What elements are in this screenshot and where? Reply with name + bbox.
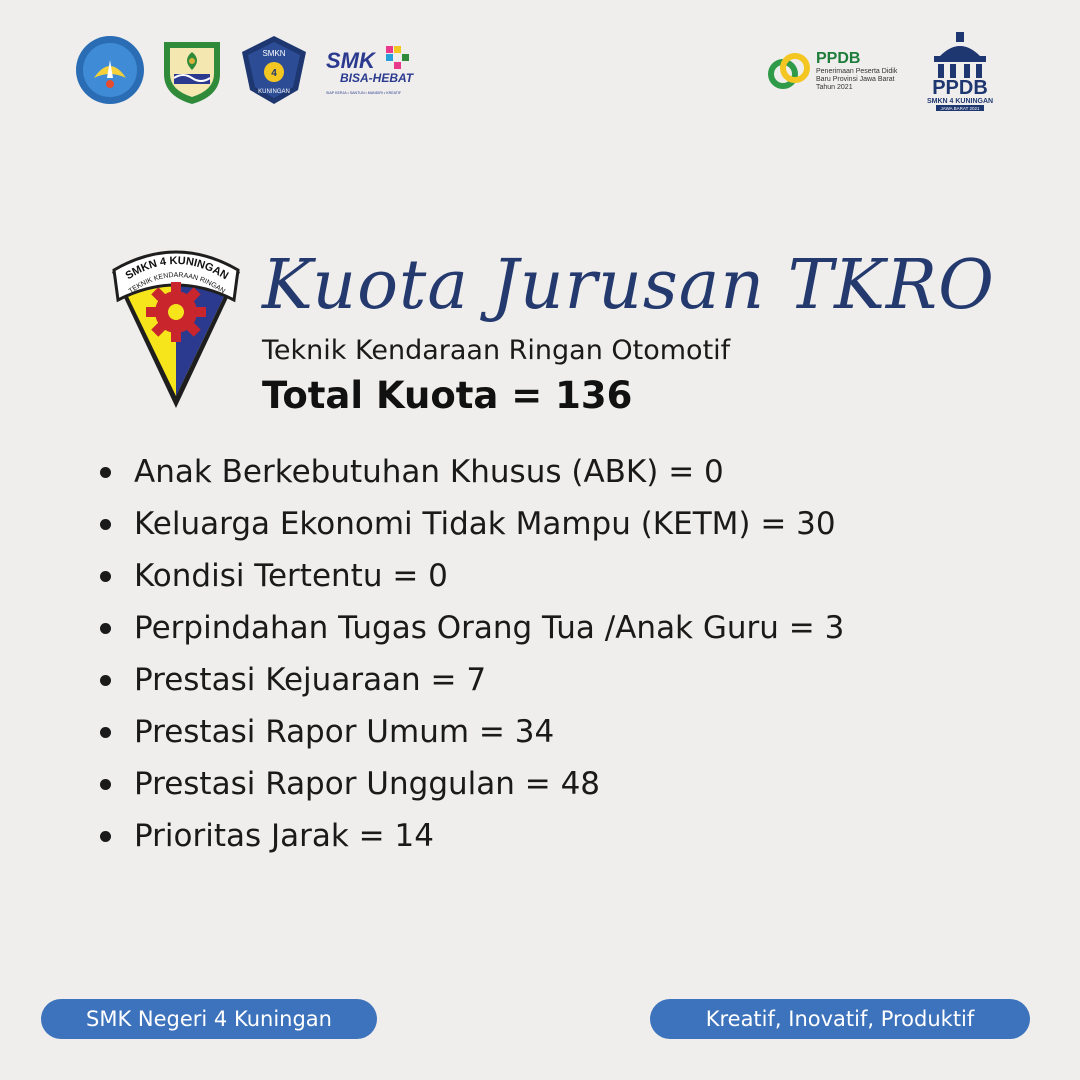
svg-text:SMK: SMK bbox=[326, 48, 375, 73]
list-item bbox=[100, 446, 844, 498]
ppdb-prov-subtitle: Penerimaan Peserta Didik Baru Provinsi Jawa Barat Tahun 2021 bbox=[816, 68, 898, 91]
list-item bbox=[100, 550, 844, 602]
svg-text:SIAP KERJA • SANTUN • MANDIRI: SIAP KERJA • SANTUN • MANDIRI • KREATIF bbox=[326, 91, 402, 95]
svg-text:SMKN: SMKN bbox=[262, 49, 286, 58]
list-item-label: Prestasi Kejuaraan = 7 bbox=[134, 662, 487, 698]
list-item bbox=[100, 498, 844, 550]
smkn4-kuningan-crest bbox=[238, 34, 310, 106]
list-item-label: Kondisi Tertentu = 0 bbox=[134, 558, 448, 594]
list-item bbox=[100, 654, 844, 706]
list-item-label: Prestasi Rapor Unggulan = 48 bbox=[134, 766, 601, 802]
svg-text:TEKNIK KENDARAAN RINGAN: TEKNIK KENDARAAN RINGAN bbox=[127, 271, 227, 296]
header-right-logos bbox=[766, 30, 1000, 112]
svg-text:KUNINGAN: KUNINGAN bbox=[258, 89, 290, 95]
list-item-label: Prestasi Rapor Umum = 34 bbox=[134, 714, 555, 750]
tut-wuri-handayani-logo bbox=[74, 34, 146, 106]
svg-text:BISA-HEBAT: BISA-HEBAT bbox=[340, 71, 414, 85]
list-item bbox=[100, 810, 844, 862]
svg-text:PPDB: PPDB bbox=[932, 77, 988, 99]
bullet-icon bbox=[100, 727, 111, 738]
bullet-icon bbox=[100, 623, 111, 634]
quota-list bbox=[100, 446, 844, 862]
svg-text:4: 4 bbox=[271, 68, 277, 79]
list-item bbox=[100, 602, 844, 654]
ppdb-ring-icon bbox=[766, 48, 812, 94]
bullet-icon bbox=[100, 519, 111, 530]
ppdb-prov-title: PPDB bbox=[816, 50, 861, 67]
svg-text:JAWA BARAT 2021: JAWA BARAT 2021 bbox=[940, 106, 980, 111]
svg-text:SMKN 4 KUNINGAN: SMKN 4 KUNINGAN bbox=[926, 98, 994, 105]
page-subtitle: Teknik Kendaraan Ringan Otomotif bbox=[262, 335, 731, 366]
page-title: Kuota Jurusan TKRO bbox=[262, 246, 995, 325]
bullet-icon bbox=[100, 467, 111, 478]
ppdb-smkn4-logo bbox=[920, 30, 1000, 112]
svg-text:SMKN 4 KUNINGAN: SMKN 4 KUNINGAN bbox=[123, 254, 231, 283]
gear-icon bbox=[146, 282, 206, 342]
list-item-label: Keluarga Ekonomi Tidak Mampu (KETM) = 30 bbox=[134, 506, 836, 542]
ppdb-jabar-logo bbox=[766, 48, 912, 94]
smkn4-kuningan-emblem bbox=[108, 250, 244, 412]
footer-motto: Kreatif, Inovatif, Produktif bbox=[650, 999, 1030, 1039]
bullet-icon bbox=[100, 675, 111, 686]
bullet-icon bbox=[100, 779, 111, 790]
bullet-icon bbox=[100, 831, 111, 842]
list-item bbox=[100, 758, 844, 810]
jawa-barat-logo bbox=[156, 34, 228, 106]
list-item-label: Prioritas Jarak = 14 bbox=[134, 818, 434, 854]
footer-school-name: SMK Negeri 4 Kuningan bbox=[41, 999, 377, 1039]
list-item-label: Perpindahan Tugas Orang Tua /Anak Guru = 3 bbox=[134, 610, 845, 646]
header-left-logos bbox=[74, 34, 424, 106]
list-item-label: Anak Berkebutuhan Khusus (ABK) = 0 bbox=[134, 454, 724, 490]
smk-bisa-hebat-logo bbox=[324, 40, 424, 100]
list-item bbox=[100, 706, 844, 758]
total-quota: Total Kuota = 136 bbox=[262, 374, 633, 417]
bullet-icon bbox=[100, 571, 111, 582]
